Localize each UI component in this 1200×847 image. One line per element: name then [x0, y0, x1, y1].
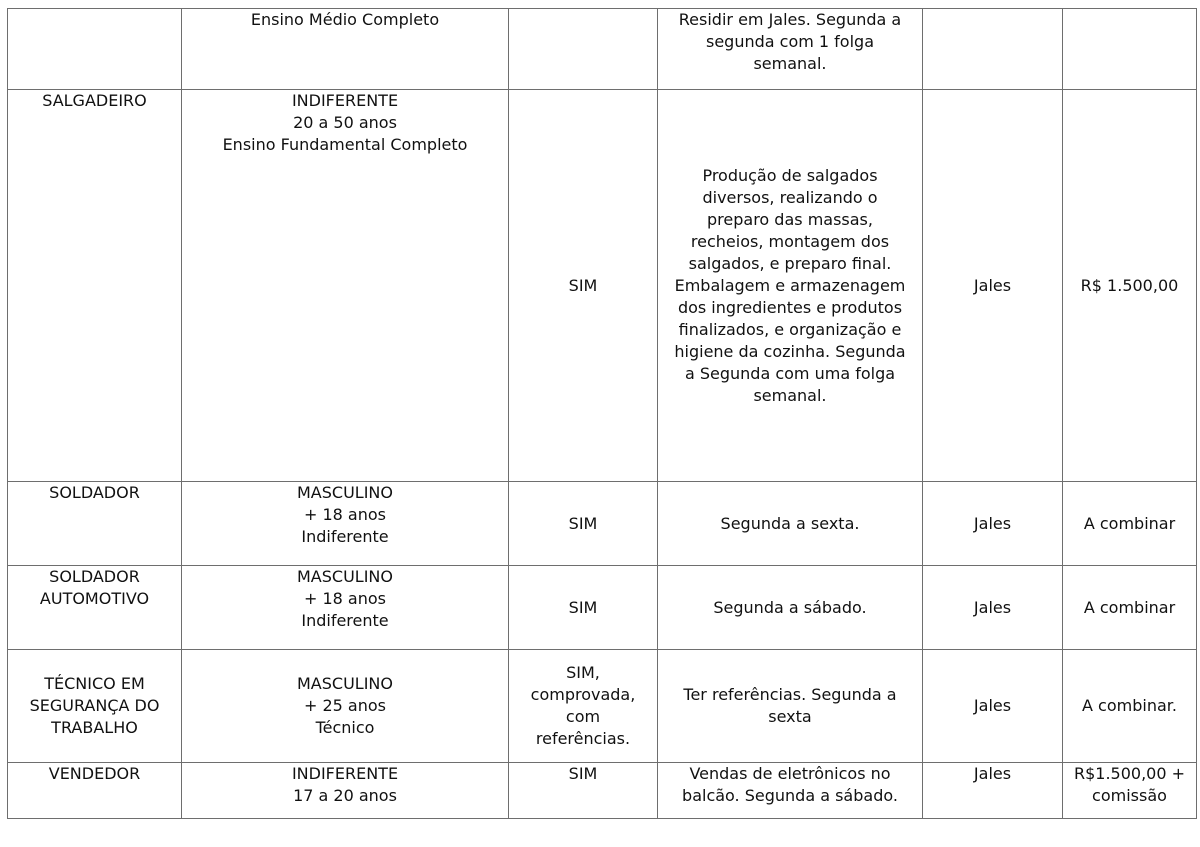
city-cell [923, 9, 1063, 90]
experience-line: SIM [568, 764, 598, 783]
description-cell [658, 482, 923, 566]
description-line: Segunda a sábado. [713, 597, 867, 617]
city-cell: Jales [923, 763, 1063, 819]
requirements-cell [182, 763, 509, 819]
salary-line: A combinar [1083, 513, 1176, 533]
requirements-line: + 18 anos [303, 505, 386, 524]
role-line: SALGADEIRO [42, 91, 147, 110]
table-row [8, 763, 1197, 819]
salary-line: R$1.500,00 + [1073, 764, 1186, 783]
table-row [8, 9, 1197, 90]
description-cell [658, 763, 923, 819]
salary-line: R$ 1.500,00 [1080, 275, 1179, 295]
description-line: finalizados, e organização e [678, 319, 902, 339]
experience-cell [509, 650, 658, 763]
requirements-line: MASCULINO [297, 483, 393, 502]
requirements-line: MASCULINO [297, 567, 393, 586]
description-line: higiene da cozinha. Segunda [674, 341, 906, 361]
table-row [8, 650, 1197, 763]
description-line: sexta [768, 707, 812, 726]
description-line: Segunda a sexta. [720, 513, 860, 533]
job-openings-table [7, 8, 1197, 819]
requirements-line: INDIFERENTE [291, 764, 399, 783]
salary-cell [1063, 90, 1197, 482]
role-line: SEGURANÇA DO [29, 696, 160, 715]
role-cell [8, 650, 182, 763]
role-cell [8, 566, 182, 650]
salary-line: A combinar [1083, 597, 1176, 617]
salary-cell [1063, 650, 1197, 763]
description-line: semanal. [753, 385, 827, 405]
description-line: salgados, e preparo final. [688, 253, 892, 273]
requirements-line: + 18 anos [303, 589, 386, 608]
description-cell [658, 650, 923, 763]
role-line: SOLDADOR [49, 483, 140, 502]
experience-line: SIM [568, 275, 598, 295]
requirements-cell [182, 482, 509, 566]
role-line: AUTOMOTIVO [39, 589, 150, 608]
experience-cell [509, 763, 658, 819]
role-cell [8, 763, 182, 819]
description-line: Ter referências. Segunda a [683, 685, 897, 704]
role-line: VENDEDOR [48, 764, 141, 783]
description-line: recheios, montagem dos [690, 231, 890, 251]
role-cell [8, 9, 182, 90]
city-cell: Jales [923, 650, 1063, 763]
requirements-cell [182, 650, 509, 763]
salary-cell [1063, 482, 1197, 566]
salary-cell [1063, 9, 1197, 90]
description-line: diversos, realizando o [702, 187, 878, 207]
requirements-cell [182, 9, 509, 90]
description-line: Produção de salgados [702, 165, 878, 185]
requirements-line: + 25 anos [303, 696, 386, 715]
description-line: dos ingredientes e produtos [677, 297, 903, 317]
experience-line: SIM [568, 597, 598, 617]
requirements-line: Indiferente [301, 527, 389, 546]
salary-line: comissão [1092, 786, 1167, 805]
requirements-line: 17 a 20 anos [293, 786, 397, 805]
description-line: a Segunda com uma folga [684, 363, 896, 383]
table-row [8, 482, 1197, 566]
experience-cell [509, 482, 658, 566]
experience-cell [509, 90, 658, 482]
city-cell: Jales [923, 482, 1063, 566]
experience-line: com [565, 707, 601, 726]
description-line: balcão. Segunda a sábado. [682, 786, 898, 805]
salary-line: A combinar. [1082, 696, 1177, 715]
requirements-cell [182, 566, 509, 650]
requirements-line: Ensino Médio Completo [250, 10, 440, 29]
role-line: TRABALHO [51, 718, 138, 737]
experience-cell [509, 9, 658, 90]
experience-line: SIM [568, 513, 598, 533]
experience-cell [509, 566, 658, 650]
requirements-line: Indiferente [301, 611, 389, 630]
role-line: SOLDADOR [49, 567, 140, 586]
description-cell [658, 9, 923, 90]
experience-line: referências. [535, 729, 631, 748]
requirements-cell [182, 90, 509, 482]
city-cell: Jales [923, 90, 1063, 482]
description-line: preparo das massas, [707, 209, 873, 229]
requirements-line: Ensino Fundamental Completo [222, 135, 468, 154]
description-line: Embalagem e armazenagem [674, 275, 906, 295]
description-line: Residir em Jales. Segunda a [678, 10, 902, 29]
table-row [8, 90, 1197, 482]
city-cell: Jales [923, 566, 1063, 650]
role-cell [8, 90, 182, 482]
description-line: semanal. [753, 54, 827, 73]
salary-cell [1063, 566, 1197, 650]
role-cell [8, 482, 182, 566]
description-cell [658, 90, 923, 482]
description-cell [658, 566, 923, 650]
salary-cell [1063, 763, 1197, 819]
experience-line: SIM, [566, 663, 600, 682]
requirements-line: 20 a 50 anos [293, 113, 397, 132]
requirements-line: INDIFERENTE [291, 91, 399, 110]
description-line: segunda com 1 folga [705, 32, 874, 51]
requirements-line: MASCULINO [297, 674, 393, 693]
experience-line: comprovada, [530, 685, 636, 704]
requirements-line: Técnico [315, 718, 375, 737]
description-line: Vendas de eletrônicos no [689, 764, 891, 783]
role-line: TÉCNICO EM [44, 674, 145, 693]
table-row [8, 566, 1197, 650]
